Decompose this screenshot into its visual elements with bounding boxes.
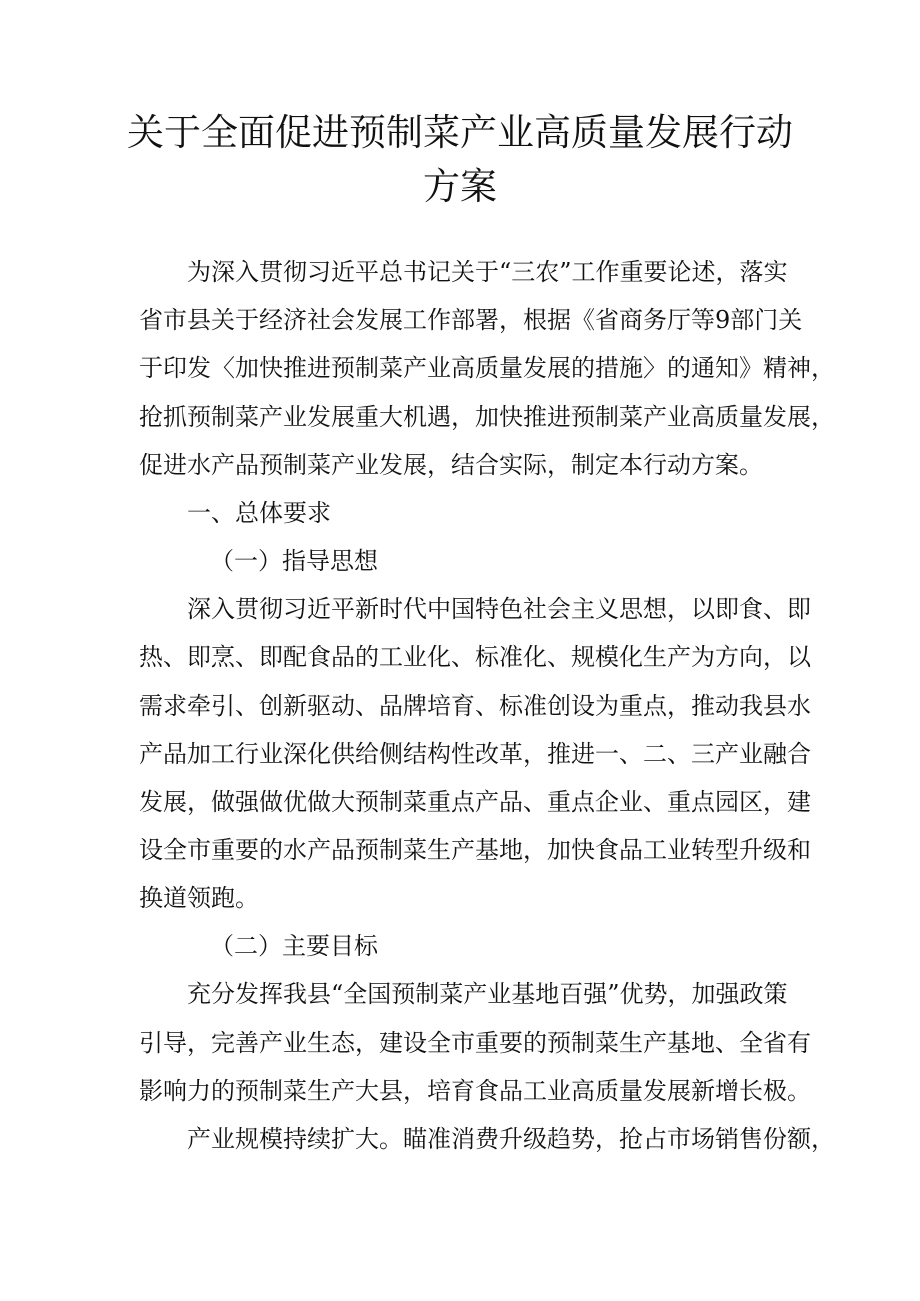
intro-line-3: 于印发〈加快推进预制菜产业高质量发展的措施〉的通知》精神， [139, 354, 835, 382]
guiding-ideology-line-5: 发展，做强做优做大预制菜重点产品、重点企业、重点园区，建 [139, 788, 811, 816]
main-goals-line-3: 影响力的预制菜生产大县，培育食品工业高质量发展新增长极。 [139, 1077, 811, 1105]
intro-line-2: 省市县关于经济社会发展工作部署，根据《省商务厅等9部门关 [139, 306, 803, 334]
guiding-ideology-line-3: 需求牵引、创新驱动、品牌培育、标准创设为重点，推动我县水 [139, 692, 811, 720]
section-heading-general-requirements: 一、总体要求 [187, 499, 331, 527]
intro-line-4: 抢抓预制菜产业发展重大机遇，加快推进预制菜产业高质量发展， [139, 403, 835, 431]
document-title [120, 106, 800, 214]
main-goals-line-1: 充分发挥我县“全国预制菜产业基地百强”优势，加强政策 [187, 980, 788, 1008]
guiding-ideology-line-6: 设全市重要的水产品预制菜生产基地，加快食品工业转型升级和 [139, 836, 811, 864]
intro-line-5: 促进水产品预制菜产业发展，结合实际，制定本行动方案。 [139, 451, 763, 479]
subsection-heading-main-goals: （二）主要目标 [210, 932, 378, 960]
main-goals-line-2: 引导，完善产业生态，建设全市重要的预制菜生产基地、全省有 [139, 1029, 811, 1057]
document-title-line-2: 方案 [423, 165, 497, 208]
industry-scale-line-1: 产业规模持续扩大。瞄准消费升级趋势，抢占市场销售份额， [187, 1125, 835, 1153]
guiding-ideology-line-7: 换道领跑。 [139, 884, 259, 912]
intro-line-1: 为深入贯彻习近平总书记关于“三农”工作重要论述，落实 [187, 258, 788, 286]
guiding-ideology-line-1: 深入贯彻习近平新时代中国特色社会主义思想，以即食、即 [187, 595, 811, 623]
document-title-line-1: 关于全面促进预制菜产业高质量发展行动 [127, 111, 793, 154]
subsection-heading-guiding-ideology: （一）指导思想 [210, 547, 378, 575]
guiding-ideology-line-4: 产品加工行业深化供给侧结构性改革，推进一、二、三产业融合 [139, 740, 811, 768]
guiding-ideology-line-2: 热、即烹、即配食品的工业化、标准化、规模化生产为方向，以 [139, 643, 811, 671]
